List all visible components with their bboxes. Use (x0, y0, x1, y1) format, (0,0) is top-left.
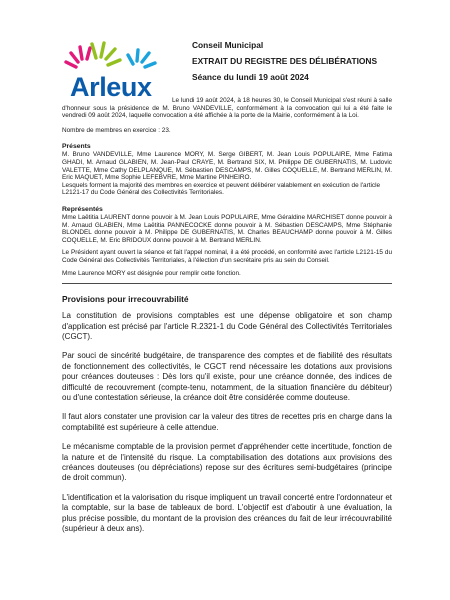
subject-paragraph: La constitution de provisions comptables est une dépense obligatoire et son champ d'application est précisé par l'article R.2321-1 du Code Général des Collectivités Territoriales (CGCT). (62, 311, 392, 341)
representes-heading: Représentés (62, 205, 103, 213)
logo-burst-icon (62, 34, 174, 74)
subject-paragraph: Il faut alors constater une provision car la valeur des titres de recettes pris en charge dans la comptabilité est supérieure à celle attendue. (62, 412, 392, 432)
page-title: Conseil Municipal (192, 40, 264, 50)
presents-names: M. Bruno VANDEVILLE, Mme Laurence MORY, M. Serge GIBERT, M. Jean Louis POPULAIRE, Mme Fatima GHADI, M. Arnaud GLABIEN, M. Jean-Paul CRAYE, M. Bertrand SIX, M. Philippe DE GUBERNATIS, M. Ludovic VALETTE, Mme Cathy DELPLANQUE, M. Sébastien DESCAMPS, M. Gilles COQUELLE, M. Bertrand MERLIN, M. Eric MAQUET, Mme Sophie LEFEBVRE, Mme Martine PINHEIRO. (62, 151, 392, 182)
deliberation-body (62, 97, 392, 534)
secretaire-text: Mme Laurence MORY est désignée pour remplir cette fonction. (62, 269, 241, 277)
subject-paragraph: Le mécanisme comptable de la provision permet d'appréhender cette incertitude, fonction de la nature et de l'intensité du risque. La comptabilisation des dotations aux provisions des créances douteuses (ou dépréciations) repose sur des écritures semi-budgétaires (principe de droit commun). (62, 442, 392, 483)
subject-paragraph: L'identification et la valorisation du risque impliquent un travail concerté entre l'ordonnateur et la comptable, sur la base de tableaux de bord. L'objectif est d'aboutir à une évaluation, la plus précise possible, du montant de la provision des créances du fait de leur irrécouvrabilité (supérieur à deux ans). (62, 492, 392, 533)
logo-wordmark: Arleux (70, 72, 152, 102)
session-date: Séance du lundi 19 août 2024 (192, 72, 309, 82)
intro-paragraph: Le lundi 19 août 2024, à 18 heures 30, le Conseil Municipal s'est réuni à salle d'honneur sous la présidence de M. Bruno VANDEVILLE, conformément à la convocation qui lui a été faite le vendredi 09 août 2024, laquelle convocation a été affichée à la porte de la Mairie, conformément à la Loi. (62, 97, 392, 120)
arleux-logo (62, 34, 174, 102)
representes-text: Mme Laëtitia LAURENT donne pouvoir à M. Jean Louis POPULAIRE, Mme Géraldine MARCHISET donne pouvoir à M. Arnaud GLABIEN, Mme Laëtitia PANNECOCKE donne pouvoir à M. Sébastien DESCAMPS, Mme Stéphanie BLONDEL donne pouvoir à M. Philippe DE GUBERNATIS, M. Charles BEAUCHAMP donne pouvoir à M. Gilles COQUELLE, M. Eric BRIDOUX donne pouvoir à M. Bertrand MERLIN. (62, 213, 392, 244)
subject-title: Provisions pour irrecouvrabilité (62, 294, 189, 305)
quorum-text: Lesquels forment la majorité des membres en exercice et peuvent délibérer valablement en exécution de l'article L2121-17 du Code Général des Collectivités Territoriales. (62, 181, 381, 197)
section-divider (62, 283, 392, 284)
appel-paragraph: Le Président ayant ouvert la séance et fait l'appel nominal, il a été procédé, en conformité avec l'article L2121-15 du Code Général des Collectivités Territoriales, à l'élection d'un secrétaire pris au sein du Conseil. (62, 249, 392, 264)
subject-paragraph: Par souci de sincérité budgétaire, de transparence des comptes et de fiabilité des résultats de fonctionnement des collectivités, le CGCT rend nécessaire les dotations aux provisions pour créances douteuses : Dès lors qu'il existe, pour une créance donnée, des indices de difficulté de recouvrement (compte-tenu, notamment, de la situation financière du débiteur) ou d'une contestation sérieuse, la créance doit être considérée comme douteuse. (62, 351, 392, 402)
presents-heading: Présents (62, 143, 91, 151)
members-count: Nombre de membres en exercice : 23. (62, 126, 171, 134)
page-subtitle: EXTRAIT DU REGISTRE DES DÉLIBÉRATIONS (192, 56, 378, 66)
